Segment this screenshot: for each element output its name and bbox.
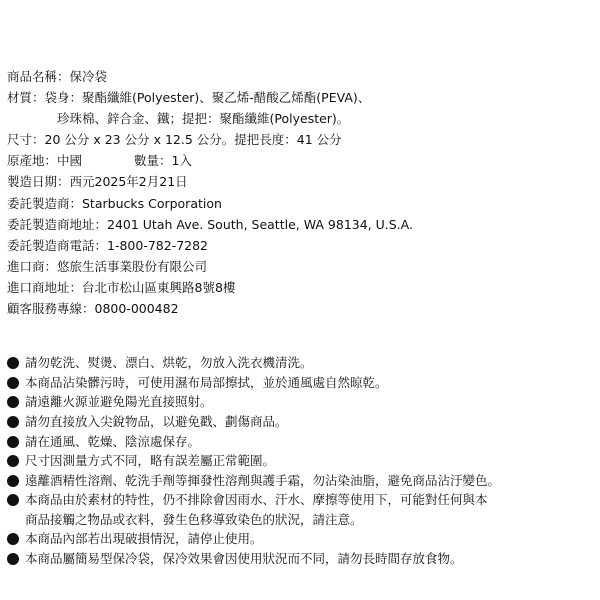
bullet-icon — [7, 553, 19, 565]
note-item: 本商品內部若出現破損情況，請停止使用。 — [7, 529, 592, 549]
manufacturer-phone: 委託製造商電話：1-800-782-7282 — [7, 237, 209, 253]
manufacture-date: 製造日期：西元2025年2月21日 — [7, 174, 188, 190]
bullet-icon — [7, 436, 19, 448]
bullet-icon — [7, 455, 19, 467]
origin: 原產地：中國 — [7, 153, 83, 169]
note-item: 請遠離火源並避免陽光直接照射。 — [7, 392, 592, 412]
bullet-icon — [7, 416, 19, 428]
spec-section — [7, 66, 592, 319]
note-item: 請在通風、乾燥、陰涼處保存。 — [7, 432, 592, 452]
care-notes — [7, 353, 592, 569]
note-item: 遠離酒精性溶劑、乾洗手劑等揮發性溶劑與護手霜，勿沾染油脂，避免商品沾汙變色。 — [7, 471, 592, 491]
bullet-icon — [7, 533, 19, 545]
bullet-icon — [7, 396, 19, 408]
note-item: 尺寸因測量方式不同，略有誤差屬正常範圍。 — [7, 451, 592, 471]
manufacturer-address: 委託製造商地址：2401 Utah Ave. South, Seattle, WA 98134, U.S.A. — [7, 216, 413, 232]
bullet-icon — [7, 357, 19, 369]
importer: 進口商：悠旅生活事業股份有限公司 — [7, 258, 208, 274]
bullet-icon — [7, 494, 19, 506]
note-item: 本商品沾染髒污時，可使用濕布局部擦拭，並於通風處自然晾乾。 — [7, 373, 592, 393]
product-name: 商品名稱：保冷袋 — [7, 69, 108, 84]
material-line-2: 珍珠棉、鋅合金、鐵；提把：聚酯纖維(Polyester)。 — [57, 111, 350, 127]
quantity: 數量：1入 — [134, 153, 192, 169]
size-line: 尺寸：20 公分 x 23 公分 x 12.5 公分。提把長度：41 公分 — [7, 132, 342, 148]
origin-quantity-line — [7, 150, 592, 171]
note-item: 請勿乾洗、熨燙、漂白、烘乾，勿放入洗衣機清洗。 — [7, 353, 592, 373]
material-line-1: 材質：袋身：聚酯纖維(Polyester)、聚乙烯-醋酸乙烯酯(PEVA)、 — [7, 90, 371, 106]
bullet-icon — [7, 377, 19, 389]
note-item: 請勿直接放入尖銳物品，以避免戳、劃傷商品。 — [7, 412, 592, 432]
note-item: 本商品由於素材的特性，仍不排除會因雨水、汗水、摩擦等使用下，可能對任何與本 — [7, 490, 592, 510]
manufacturer: 委託製造商：Starbucks Corporation — [7, 195, 222, 211]
customer-hotline: 顧客服務專線：0800-000482 — [7, 301, 179, 317]
note-item: 本商品屬簡易型保冷袋，保冷效果會因使用狀況而不同，請勿長時間存放食物。 — [7, 549, 592, 569]
importer-address: 進口商地址：台北市松山區東興路8號8樓 — [7, 279, 236, 295]
bullet-icon — [7, 475, 19, 487]
note-item-continuation: 商品接觸之物品或衣料，發生色移導致染色的狀況，請注意。 — [25, 511, 363, 527]
